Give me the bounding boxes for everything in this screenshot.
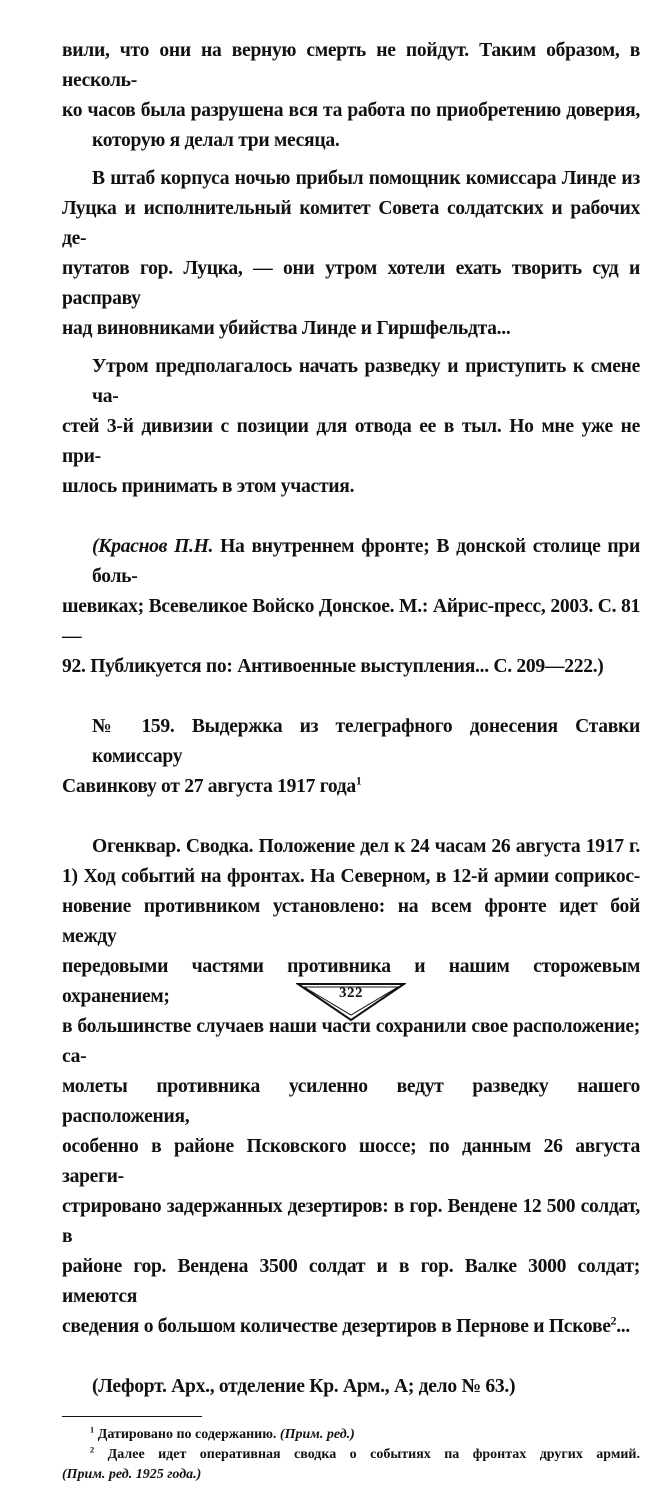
report-line: стрировано задержанных дезертиров: в гор. Вендене 12 500 солдат, в	[62, 1196, 640, 1247]
text-line: над виновниками убийства Линде и Гиршфельдта...	[62, 318, 511, 339]
paragraph-3	[62, 352, 640, 502]
text-line: В штаб корпуса ночью прибыл помощник комиссара Линде из	[92, 168, 640, 189]
paragraph-1	[62, 36, 640, 156]
report-last-line	[62, 1312, 640, 1342]
footnote-number: 1	[90, 1425, 95, 1435]
paragraph-2	[62, 164, 640, 344]
heading-text: Савинкову от 27 августа 1917 года	[62, 776, 356, 797]
report-line: в большинстве случаев наши части сохранили свое расположение; са-	[62, 1016, 640, 1067]
text-line: ко часов была разрушена вся та работа по приобретению доверия,	[62, 100, 640, 121]
footnote-line	[62, 1465, 640, 1485]
heading-line-1: № 159. Выдержка из телеграфного донесения Ставки комиссару	[92, 716, 640, 767]
footnote-text: Датировано по содержанию.	[94, 1427, 280, 1442]
footnote-editor-note: (Прим. ред. 1925 года.)	[62, 1467, 202, 1482]
page-number: 322	[339, 985, 363, 1001]
source-title: На внутреннем фронте; В донской столице при боль-	[92, 536, 640, 587]
footnote-1	[62, 1425, 640, 1445]
report-line: новение противником установлено: на всем фронте идет бой между	[62, 896, 640, 947]
text-line: Луцка и исполнительный комитет Совета солдатских и рабочих де-	[62, 198, 640, 249]
text-line: стей 3-й дивизии с позиции для отвода ее в тыл. Но мне уже не при-	[62, 416, 640, 467]
text-line: путатов гор. Луцка, — они утром хотели ехать творить суд и расправу	[62, 258, 640, 309]
source-line-1	[62, 532, 640, 592]
source-note	[62, 532, 640, 682]
report-line: молеты противника усиленно ведут разведку нашего расположения,	[62, 1076, 640, 1127]
report-text: сведения о большом количестве дезертиров в Пернове и Пскове	[62, 1316, 611, 1337]
footnote-divider	[62, 1416, 202, 1417]
source-author: (Краснов П.Н.	[92, 536, 214, 557]
text-line: которую я делал три месяца.	[92, 130, 340, 151]
heading-line-2	[62, 772, 640, 802]
footnote-ref-2: 2	[610, 1314, 617, 1328]
source-line-2: шевиках; Всевеликое Войско Донское. М.: Айрис-пресс, 2003. С. 81—	[62, 596, 640, 647]
document-heading	[62, 712, 640, 802]
report-line: особенно в районе Псковского шоссе; по данным 26 августа зареги-	[62, 1136, 640, 1187]
page-number-ornament	[296, 982, 406, 1022]
source-line-3: 92. Публикуется по: Антивоенные выступления... С. 209—222.)	[62, 656, 604, 677]
footnote-text: Далее идет оперативная сводка о событиях па фронтах других армий.	[94, 1447, 640, 1462]
footnote-line	[62, 1445, 640, 1465]
archive-reference	[62, 1372, 640, 1402]
report-ellipsis: ...	[616, 1316, 630, 1337]
footnote-ref-1: 1	[355, 774, 362, 788]
footnote-2	[62, 1445, 640, 1485]
report-line: передовыми частями противника и нашим сторожевым охранением;	[62, 956, 640, 1007]
text-line: шлось принимать в этом участия.	[62, 476, 355, 497]
report-body	[62, 832, 640, 1342]
footnote-editor-note: (Прим. ред.)	[279, 1427, 355, 1442]
report-line: Огенквар. Сводка. Положение дел к 24 часам 26 августа 1917 г.	[92, 836, 640, 857]
report-line: 1) Ход событий на фронтах. На Северном, в 12-й армии соприкос-	[62, 866, 640, 887]
text-line: Утром предполагалось начать разведку и приступить к смене ча-	[92, 356, 640, 407]
footnotes	[62, 1425, 640, 1485]
report-line: районе гор. Вендена 3500 солдат и в гор. Валке 3000 солдат; имеются	[62, 1256, 640, 1307]
text-line: вили, что они на верную смерть не пойдут. Таким образом, в несколь-	[62, 40, 640, 91]
page-content	[62, 36, 640, 1485]
footnote-number: 2	[90, 1445, 95, 1455]
archive-line: (Лефорт. Арх., отделение Кр. Арм., А; дело № 63.)	[92, 1376, 516, 1397]
